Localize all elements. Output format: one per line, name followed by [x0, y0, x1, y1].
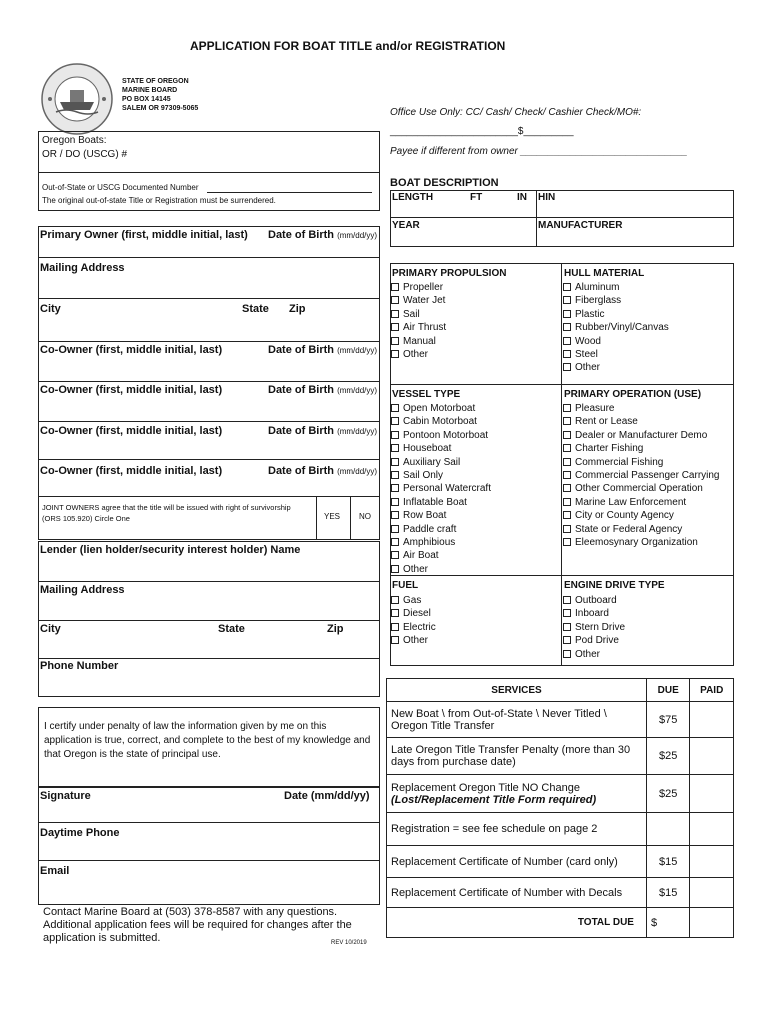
- operation-option-label: Dealer or Manufacturer Demo: [575, 429, 708, 441]
- vessel-option[interactable]: [391, 496, 491, 509]
- boat-description-box: [390, 190, 734, 247]
- service-name: Replacement Certificate of Number with Decals: [387, 878, 647, 908]
- service-row: [387, 738, 734, 775]
- checkbox[interactable]: [391, 596, 399, 604]
- signature-date-label: Date (mm/dd/yy): [284, 790, 370, 802]
- revision-label: REV 10/2019: [331, 940, 367, 946]
- checkbox[interactable]: [563, 310, 571, 318]
- checkbox[interactable]: [391, 484, 399, 492]
- checkbox[interactable]: [391, 471, 399, 479]
- hull-option-label: Other: [575, 362, 601, 374]
- service-row: [387, 775, 734, 813]
- hull-option-label: Aluminum: [575, 282, 620, 293]
- due-header: DUE: [646, 679, 690, 702]
- total-due-value[interactable]: $: [646, 908, 690, 938]
- hin-label: HIN: [538, 192, 556, 203]
- fuel-option[interactable]: [391, 594, 436, 607]
- payee-field[interactable]: Payee if different from owner ______________________________: [390, 146, 688, 157]
- checkbox[interactable]: [391, 283, 399, 291]
- operation-option-label: Rent or Lease: [575, 416, 638, 428]
- fuel-option[interactable]: [391, 621, 436, 634]
- vessel-option-label: Open Motorboat: [403, 403, 476, 414]
- vessel-option[interactable]: [391, 509, 491, 522]
- propulsion-option[interactable]: [391, 321, 446, 334]
- vessel-option[interactable]: [391, 482, 491, 495]
- vessel-option[interactable]: [391, 563, 491, 576]
- hull-option[interactable]: [563, 281, 669, 294]
- propulsion-option-label: Air Thrust: [403, 322, 447, 334]
- checkbox[interactable]: [563, 363, 571, 371]
- checkbox[interactable]: [563, 498, 571, 506]
- vessel-option[interactable]: [391, 442, 491, 455]
- service-due: $75: [646, 702, 690, 738]
- vessel-option-label: Sail Only: [403, 469, 444, 481]
- vessel-option[interactable]: [391, 415, 491, 428]
- operation-option[interactable]: [563, 415, 720, 428]
- operation-option-label: Pleasure: [575, 403, 615, 414]
- checkbox[interactable]: [563, 350, 571, 358]
- checkbox[interactable]: [563, 484, 571, 492]
- vessel-option-label: Auxiliary Sail: [403, 456, 461, 468]
- service-note: (Lost/Replacement Title Form required): [391, 793, 597, 806]
- vessel-option[interactable]: [391, 536, 491, 549]
- checkbox[interactable]: [563, 596, 571, 604]
- services-header-row: [387, 679, 734, 702]
- coowner-4-label: Co-Owner (first, middle initial, last): [40, 465, 223, 477]
- operation-list: [563, 402, 720, 549]
- operation-option-label: Commercial Passenger Carrying: [575, 469, 720, 481]
- checkbox[interactable]: [391, 636, 399, 644]
- vessel-option[interactable]: [391, 523, 491, 536]
- checkbox[interactable]: [563, 283, 571, 291]
- vessel-option[interactable]: [391, 549, 491, 562]
- operation-heading: PRIMARY OPERATION (USE): [564, 389, 702, 400]
- vessel-option-label: Inflatable Boat: [403, 496, 467, 508]
- hull-option[interactable]: [563, 321, 669, 334]
- joint-owners-text: JOINT OWNERS agree that the title will be issued with right of survivorship (ORS 105.920) Circle One: [42, 503, 291, 523]
- lender-city-label: City: [40, 623, 61, 635]
- lender-phone-label: Phone Number: [40, 660, 119, 672]
- fuel-option-label: Other: [403, 635, 429, 647]
- checkbox[interactable]: [563, 511, 571, 519]
- vessel-option[interactable]: [391, 456, 491, 469]
- checkbox[interactable]: [391, 458, 399, 466]
- coowner-3-dob-label: Date of Birth (mm/dd/yy): [268, 425, 378, 437]
- service-paid-cell[interactable]: [690, 738, 734, 775]
- page-title: APPLICATION FOR BOAT TITLE and/or REGISTRATION: [190, 39, 506, 53]
- signature-section: [38, 787, 380, 905]
- office-use-amount[interactable]: _______________________$_________: [390, 126, 574, 137]
- operation-option[interactable]: [563, 482, 720, 495]
- hull-option-label: Plastic: [575, 308, 605, 320]
- vessel-option-label: Cabin Motorboat: [403, 416, 477, 428]
- operation-option[interactable]: [563, 456, 720, 469]
- service-due: [646, 813, 690, 846]
- hull-option-label: Rubber/Vinyl/Canvas: [575, 322, 669, 334]
- checkbox[interactable]: [563, 404, 571, 412]
- operation-option-label: Commercial Fishing: [575, 456, 664, 468]
- vessel-option-label: Row Boat: [403, 510, 447, 522]
- vessel-option-label: Pontoon Motorboat: [403, 429, 489, 441]
- engine-option[interactable]: [563, 648, 625, 661]
- mailing-address-label: Mailing Address: [40, 262, 125, 274]
- operation-option-label: State or Federal Agency: [575, 523, 683, 535]
- engine-option-label: Pod Drive: [575, 635, 619, 647]
- lender-state-label: State: [218, 623, 245, 635]
- checkbox[interactable]: [391, 609, 399, 617]
- checkbox[interactable]: [391, 511, 399, 519]
- boat-description-heading: BOAT DESCRIPTION: [390, 177, 499, 189]
- agency-address: STATE OF OREGON MARINE BOARD PO BOX 14145 SALEM OR 97309-5065: [122, 78, 199, 112]
- checkbox[interactable]: [391, 444, 399, 452]
- total-paid-cell[interactable]: [690, 908, 734, 938]
- checkbox[interactable]: [563, 444, 571, 452]
- joint-no-option[interactable]: NO: [359, 512, 371, 521]
- out-of-state-label: Out-of-State or USCG Documented Number: [42, 183, 199, 192]
- signature-label: Signature: [40, 790, 91, 802]
- operation-option[interactable]: [563, 536, 720, 549]
- propulsion-option[interactable]: [391, 281, 446, 294]
- operation-option[interactable]: [563, 496, 720, 509]
- propulsion-option-label: Sail: [403, 308, 420, 320]
- checkbox[interactable]: [391, 310, 399, 318]
- service-paid-cell[interactable]: [690, 702, 734, 738]
- joint-yes-option[interactable]: YES: [324, 512, 341, 521]
- operation-option[interactable]: [563, 469, 720, 482]
- checkbox[interactable]: [563, 458, 571, 466]
- propulsion-heading: PRIMARY PROPULSION: [392, 268, 507, 279]
- engine-option[interactable]: [563, 621, 625, 634]
- vessel-option-label: Amphibious: [403, 536, 456, 548]
- services-header: SERVICES: [387, 679, 647, 702]
- service-row: [387, 878, 734, 908]
- propulsion-option[interactable]: [391, 294, 446, 307]
- operation-option-label: City or County Agency: [575, 510, 674, 522]
- checkbox[interactable]: [563, 471, 571, 479]
- checkbox[interactable]: [563, 296, 571, 304]
- operation-option[interactable]: [563, 523, 720, 536]
- city-label: City: [40, 303, 61, 315]
- checkbox[interactable]: [391, 498, 399, 506]
- checkbox[interactable]: [391, 551, 399, 559]
- vessel-option[interactable]: [391, 429, 491, 442]
- hull-option-label: Wood: [575, 335, 601, 347]
- operation-option-label: Eleemosynary Organization: [575, 536, 698, 548]
- engine-list: [563, 594, 625, 661]
- hull-option[interactable]: [563, 348, 669, 361]
- operation-option-label: Marine Law Enforcement: [575, 496, 687, 508]
- fuel-option-label: Electric: [403, 621, 436, 633]
- paid-header: PAID: [690, 679, 734, 702]
- or-do-number-label: OR / DO (USCG) #: [42, 149, 128, 160]
- coowner-4-dob-label: Date of Birth (mm/dd/yy): [268, 465, 378, 477]
- checkbox[interactable]: [563, 609, 571, 617]
- service-paid-cell[interactable]: [690, 775, 734, 813]
- fuel-list: [391, 594, 436, 648]
- service-name-cell: [387, 775, 647, 813]
- lender-name-label: Lender (lien holder/security interest holder) Name: [40, 544, 301, 556]
- operation-option[interactable]: [563, 402, 720, 415]
- vessel-option-label: Personal Watercraft: [403, 483, 491, 495]
- checkbox[interactable]: [391, 623, 399, 631]
- operation-option[interactable]: [563, 429, 720, 442]
- hull-heading: HULL MATERIAL: [564, 268, 645, 279]
- coowner-1-label: Co-Owner (first, middle initial, last): [40, 344, 223, 356]
- zip-label: Zip: [289, 303, 306, 315]
- service-name: New Boat \ from Out-of-State \ Never Titled \ Oregon Title Transfer: [387, 702, 647, 738]
- hull-option-label: Fiberglass: [575, 295, 622, 307]
- propulsion-option-label: Manual: [403, 335, 436, 347]
- service-paid-cell[interactable]: [690, 846, 734, 878]
- checkbox[interactable]: [563, 636, 571, 644]
- service-row: [387, 846, 734, 878]
- propulsion-option[interactable]: [391, 335, 446, 348]
- certify-text: I certify under penalty of law the information given by me on this application is true, correct, and complete to the best of my knowledge and that Oregon is the state of principal use.: [44, 721, 371, 760]
- lender-mailing-label: Mailing Address: [40, 584, 125, 596]
- checkbox[interactable]: [391, 431, 399, 439]
- coowner-2-label: Co-Owner (first, middle initial, last): [40, 384, 223, 396]
- service-paid-cell[interactable]: [690, 813, 734, 846]
- vessel-option-label: Air Boat: [403, 550, 439, 562]
- propulsion-option-label: Propeller: [403, 282, 444, 293]
- engine-option-label: Outboard: [575, 595, 617, 606]
- checkbox[interactable]: [391, 538, 399, 546]
- propulsion-list: [391, 281, 446, 361]
- vessel-option[interactable]: [391, 402, 491, 415]
- checkbox[interactable]: [391, 417, 399, 425]
- email-label: Email: [40, 865, 70, 877]
- propulsion-option-label: Water Jet: [403, 295, 446, 307]
- manufacturer-label: MANUFACTURER: [538, 220, 623, 231]
- daytime-phone-label: Daytime Phone: [40, 827, 120, 839]
- vessel-option-label: Other: [403, 563, 429, 575]
- propulsion-option[interactable]: [391, 308, 446, 321]
- service-name: Late Oregon Title Transfer Penalty (more than 30 days from purchase date): [387, 738, 647, 775]
- engine-option-label: Stern Drive: [575, 621, 626, 633]
- checkbox[interactable]: [391, 337, 399, 345]
- operation-option-label: Charter Fishing: [575, 443, 644, 455]
- services-table: [386, 678, 734, 938]
- hull-option[interactable]: [563, 361, 669, 374]
- vessel-option-label: Houseboat: [403, 443, 452, 455]
- hull-list: [563, 281, 669, 375]
- vessel-heading: VESSEL TYPE: [392, 389, 461, 400]
- service-due: $25: [646, 738, 690, 775]
- engine-option[interactable]: [563, 634, 625, 647]
- engine-option[interactable]: [563, 607, 625, 620]
- office-use-label: Office Use Only: CC/ Cash/ Check/ Cashier Check/MO#:: [390, 107, 642, 118]
- checkbox[interactable]: [563, 337, 571, 345]
- propulsion-option[interactable]: [391, 348, 446, 361]
- lender-zip-label: Zip: [327, 623, 344, 635]
- length-label: LENGTH: [392, 192, 434, 203]
- primary-owner-label: Primary Owner (first, middle initial, last): [40, 229, 248, 241]
- hull-option-label: Steel: [575, 348, 598, 360]
- ft-label: FT: [470, 192, 483, 203]
- fuel-option-label: Gas: [403, 595, 422, 606]
- service-name: Replacement Certificate of Number (card only): [387, 846, 647, 878]
- hull-option[interactable]: [563, 335, 669, 348]
- operation-option-label: Other Commercial Operation: [575, 483, 703, 495]
- hull-option[interactable]: [563, 294, 669, 307]
- fuel-option[interactable]: [391, 634, 436, 647]
- state-label: State: [242, 303, 269, 315]
- coowner-3-label: Co-Owner (first, middle initial, last): [40, 425, 223, 437]
- fuel-heading: FUEL: [392, 580, 419, 591]
- coowner-2-dob-label: Date of Birth (mm/dd/yy): [268, 384, 378, 396]
- vessel-option[interactable]: [391, 469, 491, 482]
- checkbox[interactable]: [391, 296, 399, 304]
- operation-option[interactable]: [563, 442, 720, 455]
- checkbox[interactable]: [391, 404, 399, 412]
- hull-option[interactable]: [563, 308, 669, 321]
- service-row: [387, 813, 734, 846]
- checkbox[interactable]: [563, 538, 571, 546]
- engine-option[interactable]: [563, 594, 625, 607]
- service-due: $15: [646, 846, 690, 878]
- vessel-list: [391, 402, 491, 576]
- fuel-option-label: Diesel: [403, 608, 431, 620]
- year-label: YEAR: [392, 220, 420, 231]
- service-due: $25: [646, 775, 690, 813]
- checkbox[interactable]: [563, 417, 571, 425]
- checkbox[interactable]: [563, 650, 571, 658]
- checkbox[interactable]: [391, 350, 399, 358]
- total-row: [387, 908, 734, 938]
- checkbox[interactable]: [563, 623, 571, 631]
- checkbox[interactable]: [563, 525, 571, 533]
- checkbox[interactable]: [391, 525, 399, 533]
- checkbox[interactable]: [391, 323, 399, 331]
- out-of-state-note: The original out-of-state Title or Registration must be surrendered.: [42, 196, 276, 205]
- engine-option-label: Inboard: [575, 608, 609, 620]
- operation-option[interactable]: [563, 509, 720, 522]
- lender-section: [38, 541, 380, 697]
- engine-heading: ENGINE DRIVE TYPE: [564, 580, 665, 591]
- service-name: Replacement Oregon Title NO Change: [391, 781, 580, 794]
- total-due-label: TOTAL DUE: [387, 908, 647, 938]
- fuel-option[interactable]: [391, 607, 436, 620]
- checkbox[interactable]: [391, 565, 399, 573]
- service-paid-cell[interactable]: [690, 878, 734, 908]
- propulsion-option-label: Other: [403, 348, 429, 360]
- service-name: Registration = see fee schedule on page 2: [387, 813, 647, 846]
- service-row: [387, 702, 734, 738]
- contact-note: Contact Marine Board at (503) 378-8587 with any questions. Additional application fees will be required for changes after the application is submitted.: [43, 906, 352, 944]
- checkbox[interactable]: [563, 323, 571, 331]
- oregon-boats-label: Oregon Boats:: [42, 135, 107, 146]
- marine-board-seal: [40, 62, 114, 136]
- service-due: $15: [646, 878, 690, 908]
- vessel-option-label: Paddle craft: [403, 523, 457, 535]
- out-of-state-number-field[interactable]: [207, 192, 372, 193]
- in-label: IN: [517, 192, 527, 203]
- checkbox[interactable]: [563, 431, 571, 439]
- dob-label: Date of Birth (mm/dd/yy): [268, 229, 378, 241]
- coowner-1-dob-label: Date of Birth (mm/dd/yy): [268, 344, 378, 356]
- engine-option-label: Other: [575, 648, 601, 660]
